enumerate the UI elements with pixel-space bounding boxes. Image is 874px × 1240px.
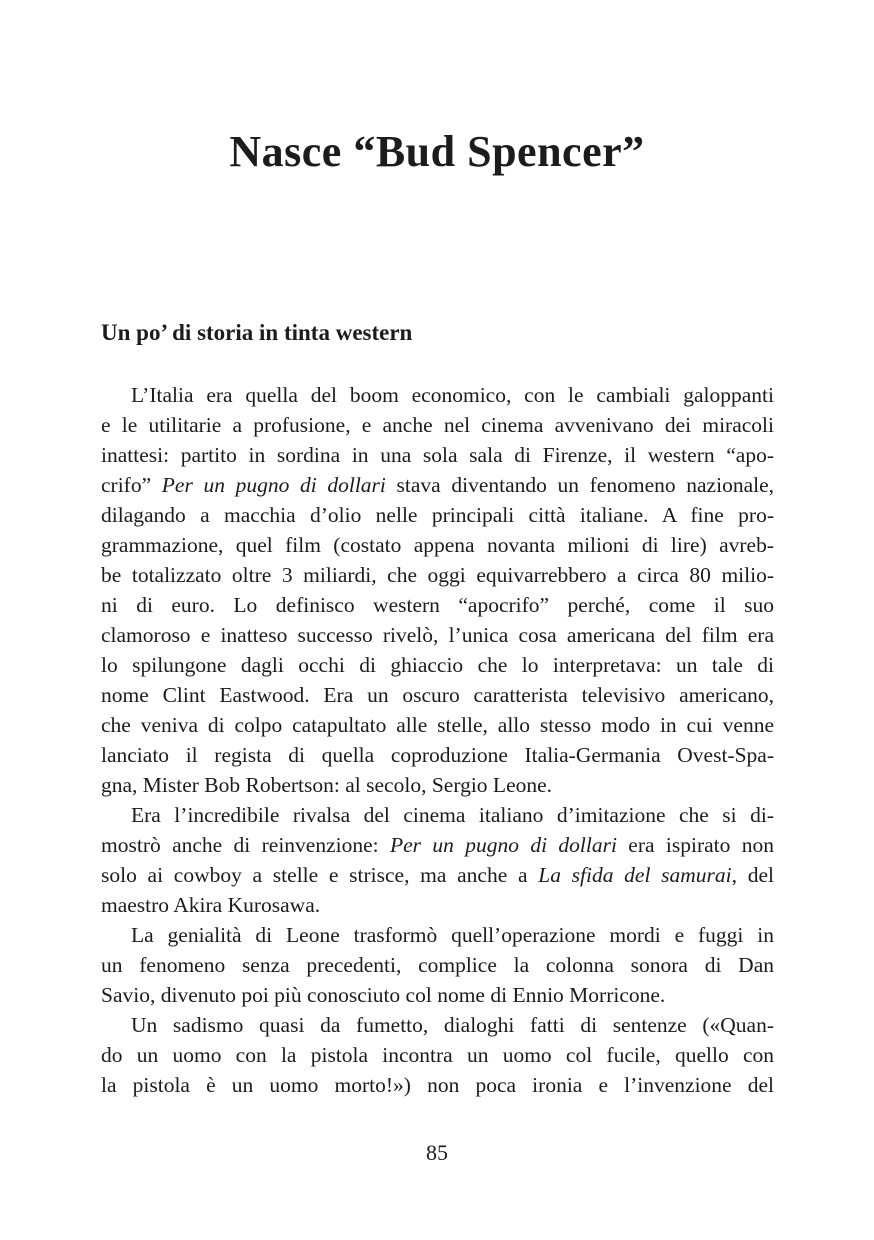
text-line <box>101 800 774 830</box>
text-line <box>101 950 774 980</box>
text-run: be totalizzato oltre 3 miliardi, che oggi equivarrebbero a circa 80 milio- <box>101 563 774 587</box>
italic-title: Per un pugno di dollari <box>161 473 386 497</box>
text-run: maestro Akira Kurosawa. <box>101 893 321 917</box>
text-run: e le utilitarie a profusione, e anche nel cinema avvenivano dei miracoli <box>101 413 774 437</box>
text-line <box>101 710 774 740</box>
text-run: lo spilungone dagli occhi di ghiaccio che lo interpretava: un tale di <box>101 653 774 677</box>
text-run: , del <box>731 863 774 887</box>
text-run: stava diventando un fenomeno nazionale, <box>385 473 774 497</box>
text-line <box>101 380 774 410</box>
text-line <box>101 440 774 470</box>
text-line <box>101 1040 774 1070</box>
text-run: gna, Mister Bob Robertson: al secolo, Sergio Leone. <box>101 773 553 797</box>
text-run: dilagando a macchia d’olio nelle principali città italiane. A fine pro- <box>101 503 774 527</box>
text-run: solo ai cowboy a stelle e strisce, ma anche a <box>101 863 539 887</box>
chapter-title: Nasce “Bud Spencer” <box>229 127 645 176</box>
section-heading: Un po’ di storia in tinta western <box>101 320 413 345</box>
text-run: ni di euro. Lo definisco western “apocrifo” perché, come il suo <box>101 593 774 617</box>
text-run: mostrò anche di reinvenzione: <box>101 833 390 857</box>
text-run: inattesi: partito in sordina in una sola sala di Firenze, il western “apo- <box>101 443 774 467</box>
italic-title: Per un pugno di dollari <box>389 833 617 857</box>
text-line <box>101 740 774 770</box>
text-line <box>101 1010 774 1040</box>
text-line <box>101 530 774 560</box>
text-line <box>101 890 774 920</box>
text-run: crifo” <box>101 473 162 497</box>
text-line <box>101 500 774 530</box>
text-run: La genialità di Leone trasformò quell’operazione mordi e fuggi in <box>131 923 774 947</box>
text-run: nome Clint Eastwood. Era un oscuro caratterista televisivo americano, <box>101 683 774 707</box>
paragraph <box>101 920 774 1010</box>
text-line <box>101 1070 774 1100</box>
text-run: era ispirato non <box>616 833 774 857</box>
text-line <box>101 680 774 710</box>
text-line <box>101 920 774 950</box>
text-run: Un sadismo quasi da fumetto, dialoghi fatti di sentenze («Quan- <box>131 1013 774 1037</box>
text-line <box>101 860 774 890</box>
text-line <box>101 410 774 440</box>
text-line <box>101 470 774 500</box>
page-number: 85 <box>426 1140 448 1165</box>
paragraph <box>101 380 774 800</box>
text-line <box>101 770 774 800</box>
text-run: un fenomeno senza precedenti, complice la colonna sonora di Dan <box>101 953 774 977</box>
text-line <box>101 980 774 1010</box>
text-line <box>101 590 774 620</box>
text-run: Era l’incredibile rivalsa del cinema italiano d’imitazione che si di- <box>131 803 774 827</box>
text-run: che veniva di colpo catapultato alle stelle, allo stesso modo in cui venne <box>101 713 774 737</box>
text-run: Savio, divenuto poi più conosciuto col nome di Ennio Morricone. <box>101 983 666 1007</box>
italic-title: La sfida del samurai <box>538 863 732 887</box>
text-run: la pistola è un uomo morto!») non poca ironia e l’invenzione del <box>101 1073 774 1097</box>
text-line <box>101 650 774 680</box>
text-run: L’Italia era quella del boom economico, con le cambiali galoppanti <box>131 383 774 407</box>
text-line <box>101 620 774 650</box>
text-line <box>101 560 774 590</box>
text-run: lanciato il regista di quella coproduzione Italia-Germania Ovest-Spa- <box>101 743 774 767</box>
body-text <box>101 380 774 1100</box>
text-run: clamoroso e inatteso successo rivelò, l’unica cosa americana del film era <box>101 623 774 647</box>
text-run: grammazione, quel film (costato appena novanta milioni di lire) avreb- <box>101 533 774 557</box>
text-run: do un uomo con la pistola incontra un uomo col fucile, quello con <box>101 1043 774 1067</box>
text-line <box>101 830 774 860</box>
paragraph <box>101 800 774 920</box>
paragraph <box>101 1010 774 1100</box>
